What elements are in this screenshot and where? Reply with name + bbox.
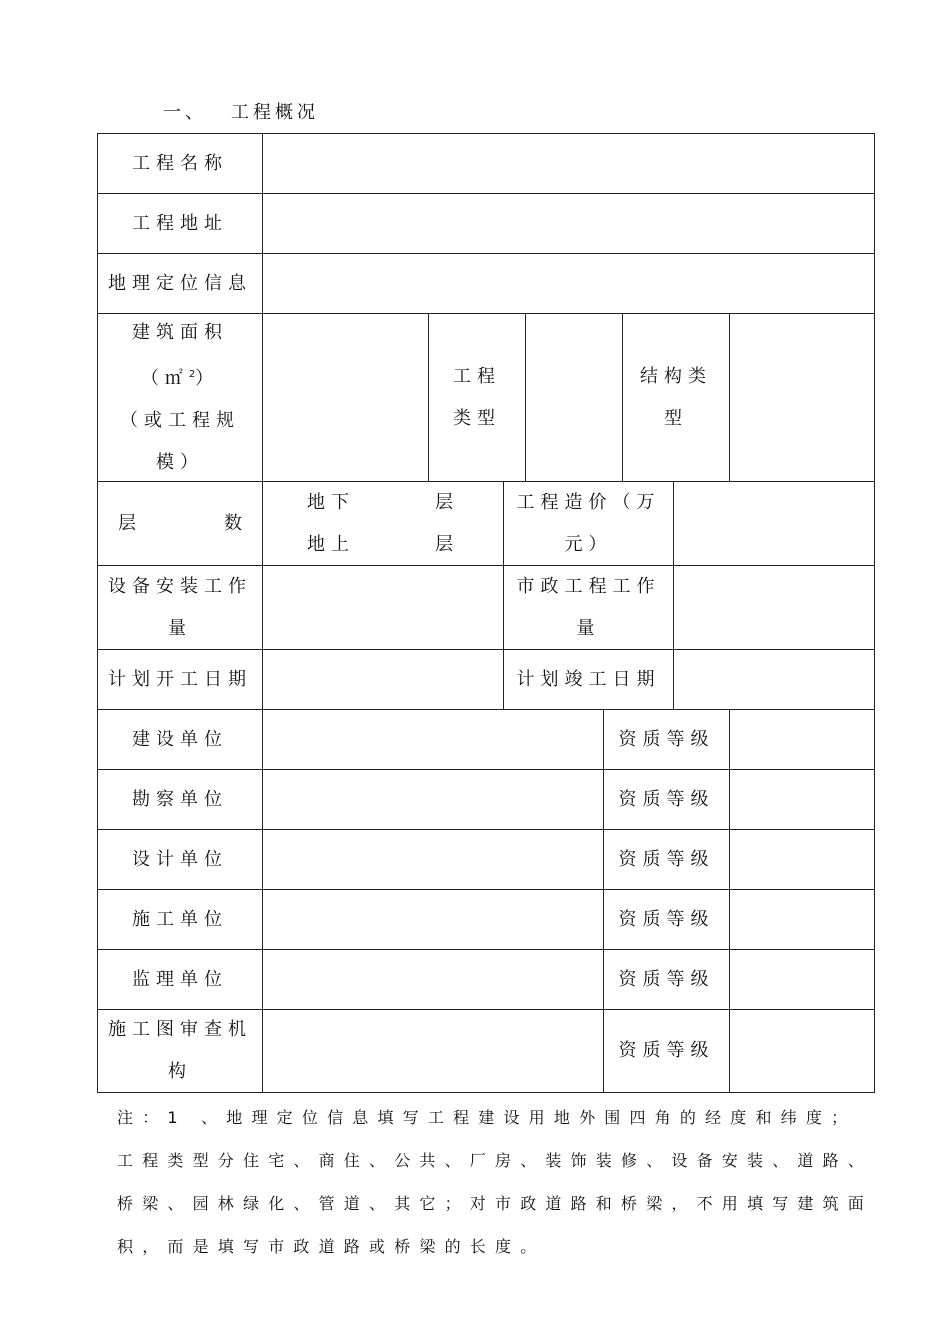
aboveground-unit: 层 (435, 533, 459, 555)
floors-label (98, 482, 262, 565)
floors-label-char2: 数 (224, 512, 248, 534)
planned-end-field[interactable] (674, 650, 874, 709)
project-address-label: 工程地址 (132, 212, 228, 234)
qualification-field[interactable] (730, 710, 874, 769)
building-area-line3: （或工程规 (120, 409, 240, 431)
survey-unit-field[interactable] (263, 770, 603, 829)
equipment-workload-field[interactable] (263, 566, 503, 649)
qualification-field[interactable] (730, 770, 874, 829)
project-cost-line1: 工程造价（万 (516, 491, 661, 513)
section-number: 一、 (163, 102, 207, 123)
section-title: 工程概况 (231, 102, 319, 123)
qualification-field[interactable] (730, 950, 874, 1009)
municipal-workload-field[interactable] (674, 566, 874, 649)
project-cost-line2: 元） (564, 533, 613, 555)
project-type-line2: 类型 (453, 407, 501, 429)
geo-info-label: 地理定位信息 (108, 272, 252, 294)
geo-info-field[interactable] (263, 254, 874, 313)
drawing-review-agency-line1: 施工图审查机 (108, 1019, 252, 1040)
project-cost-label (504, 482, 673, 565)
project-name-field[interactable] (263, 134, 874, 193)
qualification-field[interactable] (730, 830, 874, 889)
survey-unit-label: 勘察单位 (132, 788, 228, 810)
structure-type-label (623, 314, 729, 481)
design-unit-field[interactable] (263, 830, 603, 889)
contractor-unit-label: 施工单位 (132, 908, 228, 930)
municipal-workload-line1: 市政工程工作 (516, 575, 661, 597)
building-area-label (98, 314, 262, 481)
qualification-label: 资质等级 (618, 908, 715, 930)
municipal-workload-line2: 量 (576, 617, 601, 639)
structure-type-line2: 型 (664, 407, 688, 429)
drawing-review-agency-field[interactable] (263, 1010, 603, 1092)
equipment-workload-line2: 量 (168, 617, 192, 639)
project-name-label: 工程名称 (132, 152, 228, 174)
construction-unit-label: 建设单位 (132, 728, 228, 750)
planned-start-label: 计划开工日期 (108, 668, 252, 690)
drawing-review-agency-line2: 构 (168, 1061, 192, 1082)
building-area-line4: 模） (156, 451, 204, 473)
drawing-review-agency-label (98, 1010, 262, 1092)
qualification-label: 资质等级 (618, 1040, 715, 1061)
construction-unit-field[interactable] (263, 710, 603, 769)
municipal-workload-label (504, 566, 673, 649)
underground-floors (307, 482, 459, 524)
footnote: 注：1 、地理定位信息填写工程建设用地外围四角的经度和纬度；工程类型分住宅、商住、公共、厂房、装饰装修、设备安装、道路、桥梁、园林绿化、管道、其它；对市政道路和桥梁，不用填写建筑面积，而是填写市政道路或桥梁的长度。 (117, 1108, 874, 1256)
project-address-field[interactable] (263, 194, 874, 253)
supervision-unit-field[interactable] (263, 950, 603, 1009)
planned-end-label: 计划竣工日期 (516, 668, 661, 690)
structure-type-field[interactable] (730, 314, 874, 481)
equipment-workload-label (98, 566, 262, 649)
qualification-field[interactable] (730, 1010, 874, 1092)
design-unit-label: 设计单位 (132, 848, 228, 870)
underground-unit: 层 (435, 491, 459, 513)
planned-start-field[interactable] (263, 650, 503, 709)
contractor-unit-field[interactable] (263, 890, 603, 949)
qualification-label: 资质等级 (618, 728, 715, 750)
qualification-label: 资质等级 (618, 788, 715, 810)
floors-label-char1: 层 (118, 512, 142, 534)
aboveground-floors (307, 524, 459, 566)
qualification-label: 资质等级 (618, 848, 715, 870)
section-heading (163, 98, 319, 124)
project-type-line1: 工程 (453, 365, 501, 387)
building-area-unit: （㎡$^2$） (140, 367, 220, 389)
building-area-line1: 建筑面积 (132, 321, 228, 343)
qualification-label: 资质等级 (618, 968, 715, 990)
project-type-label (429, 314, 525, 481)
structure-type-line1: 结构类 (640, 365, 712, 387)
qualification-field[interactable] (730, 890, 874, 949)
building-area-field[interactable] (263, 314, 428, 481)
equipment-workload-line1: 设备安装工作 (108, 575, 252, 597)
project-cost-field[interactable] (674, 482, 874, 565)
floors-field[interactable] (263, 482, 503, 565)
supervision-unit-label: 监理单位 (132, 968, 228, 990)
project-type-field[interactable] (526, 314, 622, 481)
aboveground-label: 地上 (307, 533, 355, 555)
underground-label: 地下 (307, 491, 355, 513)
